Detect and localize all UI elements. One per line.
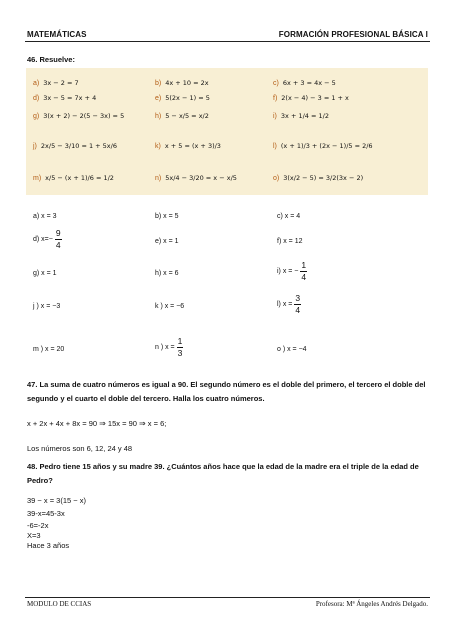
q47-eq-part2: 15x = 90 <box>105 419 139 428</box>
footer-module: MODULO DE CCIAS <box>27 600 92 608</box>
answer-item <box>33 303 60 310</box>
exercise-item <box>155 92 210 104</box>
exercise-equation: 3(x + 2) − 2(5 − 3x) = 5 <box>43 112 125 120</box>
answer-item <box>33 346 64 353</box>
q48-step: 39-x=45-3x <box>27 509 65 518</box>
answer-text: m ) x = 20 <box>33 346 65 353</box>
header-subject: MATEMÁTICAS <box>27 30 87 39</box>
answer-fraction <box>294 294 301 314</box>
answer-text: a) x = 3 <box>33 213 57 220</box>
answer-text: e) x = 1 <box>155 238 179 245</box>
exercise-item <box>33 77 79 89</box>
exercise-item <box>273 77 336 89</box>
q46-title: 46. Resuelve: <box>27 55 75 64</box>
answer-text: f) x = 12 <box>277 238 303 245</box>
implies-arrow-2: ⇒ <box>139 419 146 428</box>
exercise-equation: 2(x − 4) − 3 = 1 + x <box>281 94 349 102</box>
answer-item <box>33 229 62 249</box>
answer-item <box>277 238 302 245</box>
fraction-denominator: 4 <box>295 304 301 315</box>
q48-step: -6=-2x <box>27 521 49 530</box>
answer-text: n ) x = <box>155 343 175 351</box>
exercise-label: a) <box>33 79 40 87</box>
exercise-label: g) <box>33 112 40 120</box>
answer-item <box>155 337 183 357</box>
exercise-label: n) <box>155 174 162 182</box>
answer-text: g) x = 1 <box>33 270 57 277</box>
q48-step: 39 − x = 3(15 − x) <box>27 496 86 505</box>
exercise-equation: 2x/5 − 3/10 = 1 + 5x/6 <box>40 142 117 150</box>
q47-result: Los números son 6, 12, 24 y 48 <box>27 444 133 453</box>
exercise-equation: 5(2x − 1) = 5 <box>165 94 210 102</box>
answer-text: o ) x = −4 <box>277 346 307 353</box>
q48-step: Hace 3 años <box>27 541 70 550</box>
answer-item <box>155 270 179 277</box>
answer-text: b) x = 5 <box>155 213 179 220</box>
exercise-label: j) <box>33 142 37 150</box>
exercise-label: l) <box>273 142 277 150</box>
exercise-equation: 3x − 5 = 7x + 4 <box>43 94 97 102</box>
exercise-label: o) <box>273 174 280 182</box>
answer-item <box>155 213 179 220</box>
exercise-item <box>273 110 329 122</box>
exercise-label: c) <box>273 79 279 87</box>
q47-eq-part3: x = 6; <box>145 419 167 428</box>
answer-item <box>277 261 307 281</box>
exercise-item <box>273 172 363 184</box>
header-course: FORMACIÓN PROFESIONAL BÁSICA I <box>278 30 428 39</box>
exercise-item <box>155 172 237 184</box>
exercise-equation: 3x + 1/4 = 1/2 <box>280 112 329 120</box>
answer-text: h) x = 6 <box>155 270 179 277</box>
exercise-label: d) <box>33 94 40 102</box>
answer-text: k ) x = −6 <box>155 303 185 310</box>
fraction-numerator: 9 <box>55 228 61 238</box>
fraction-numerator: 1 <box>301 260 307 270</box>
exercise-label: k) <box>155 142 161 150</box>
q47-equation <box>27 419 166 428</box>
exercise-item <box>155 77 209 89</box>
exercise-label: f) <box>273 94 278 102</box>
answer-item <box>155 238 179 245</box>
exercise-equation: x + 5 = (x + 3)/3 <box>164 142 221 150</box>
exercise-label: b) <box>155 79 162 87</box>
answer-fraction <box>55 229 62 249</box>
answer-text: c) x = 4 <box>277 213 301 220</box>
exercise-equation: 4x + 10 = 2x <box>165 79 209 87</box>
exercise-equation: (x + 1)/3 + (2x − 1)/5 = 2/6 <box>280 142 373 150</box>
exercise-label: e) <box>155 94 162 102</box>
exercise-item <box>273 140 373 152</box>
fraction-numerator: 1 <box>177 336 183 346</box>
answer-text: j ) x = −3 <box>33 303 61 310</box>
answer-item <box>33 270 57 277</box>
fraction-denominator: 3 <box>177 347 183 358</box>
footer-divider <box>25 597 430 598</box>
answer-fraction <box>177 337 184 357</box>
footer-teacher: Profesora: Mª Ángeles Andrés Delgado. <box>315 600 428 608</box>
q48-step: X=3 <box>27 531 41 540</box>
header-divider <box>25 41 430 42</box>
exercise-equation: 3(x/2 − 5) = 3/2(3x − 2) <box>283 174 364 182</box>
exercise-equation: x/5 − (x + 1)/6 = 1/2 <box>45 174 114 182</box>
exercise-equation: 5x/4 − 3/20 = x − x/5 <box>165 174 237 182</box>
exercise-equation: 3x − 2 = 7 <box>43 79 79 87</box>
exercise-equation: 6x + 3 = 4x − 5 <box>282 79 336 87</box>
answer-item <box>277 346 307 353</box>
exercise-item <box>273 92 349 104</box>
q48-statement: 48. Pedro tiene 15 años y su madre 39. ¿Cuántos años hace que la edad de la madre era el triple de la edad de Pedro? <box>27 462 419 485</box>
answer-text: i) x = − <box>277 267 299 275</box>
answer-item <box>33 213 57 220</box>
exercise-item <box>155 110 209 122</box>
answer-item <box>277 294 301 314</box>
exercise-item <box>33 110 124 122</box>
exercise-item <box>155 140 221 152</box>
q47-eq-part1: x + 2x + 4x + 8x = 90 <box>27 419 100 428</box>
implies-arrow-1: ⇒ <box>99 419 106 428</box>
exercise-item <box>33 140 117 152</box>
q47-statement: 47. La suma de cuatro números es igual a 90. El segundo número es el doble del primero, el tercero el doble del segundo y el cuarto el doble del tercero. Halla los cuatro números. <box>27 380 426 403</box>
exercise-item <box>33 92 96 104</box>
exercise-label: i) <box>273 112 277 120</box>
exercise-label: h) <box>155 112 162 120</box>
exercise-item <box>33 172 114 184</box>
exercise-label: m) <box>33 174 42 182</box>
answer-text: l) x = <box>277 300 293 308</box>
exercise-equation: 5 − x/5 = x/2 <box>165 112 209 120</box>
fraction-denominator: 4 <box>301 271 307 282</box>
answer-fraction <box>300 261 307 281</box>
fraction-denominator: 4 <box>55 239 61 250</box>
answer-item <box>155 303 184 310</box>
answer-text: d) x=− <box>33 235 53 243</box>
fraction-numerator: 3 <box>295 293 301 303</box>
answer-item <box>277 213 300 220</box>
